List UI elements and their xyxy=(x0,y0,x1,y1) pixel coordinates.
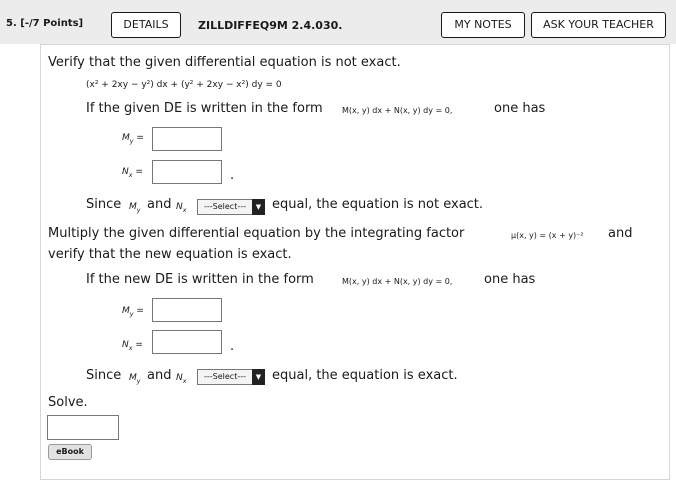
intro-text: Verify that the given differential equation is not exact. xyxy=(48,55,401,70)
select-value: ---Select--- xyxy=(204,372,246,381)
my-notes-button[interactable]: MY NOTES xyxy=(441,12,525,38)
given-equation: (x² + 2xy − y²) dx + (y² + 2xy − x²) dy = 0 xyxy=(86,80,282,90)
and-text: and xyxy=(147,197,172,212)
equality-select-2[interactable] xyxy=(197,369,265,385)
my-ref-2: $M_y$ xyxy=(129,373,141,385)
verify-text: verify that the new equation is exact. xyxy=(48,247,292,262)
ebook-button[interactable]: eBook xyxy=(48,444,92,460)
multiply-text: Multiply the given differential equation by the integrating factor xyxy=(48,226,465,241)
nx-label-2: $N_x$ = xyxy=(122,340,143,352)
not-exact-text: equal, the equation is not exact. xyxy=(272,197,484,212)
my-input[interactable] xyxy=(152,127,222,151)
equality-select-1[interactable] xyxy=(197,199,265,215)
nx-label: $N_x$ = xyxy=(122,167,143,179)
chevron-down-icon: ▼ xyxy=(252,369,265,385)
new-form-suffix: one has xyxy=(484,272,536,287)
since-text-2: Since xyxy=(86,368,122,383)
nx-ref-2: $N_x$ xyxy=(176,373,187,385)
and-text-3: and xyxy=(147,368,172,383)
nx-input[interactable] xyxy=(152,160,222,184)
new-form-math: M(x, y) dx + N(x, y) dy = 0, xyxy=(342,277,453,286)
details-button[interactable]: DETAILS xyxy=(111,12,181,38)
integrating-factor: μ(x, y) = (x + y)⁻² xyxy=(511,231,584,240)
period-2: . xyxy=(230,339,235,354)
chevron-down-icon: ▼ xyxy=(252,199,265,215)
form-math: M(x, y) dx + N(x, y) dy = 0, xyxy=(342,106,453,115)
question-code: ZILLDIFFEQ9M 2.4.030. xyxy=(198,19,343,32)
question-header xyxy=(0,0,676,44)
exact-text: equal, the equation is exact. xyxy=(272,368,458,383)
ask-your-teacher-button[interactable]: ASK YOUR TEACHER xyxy=(531,12,666,38)
solve-input[interactable] xyxy=(47,415,119,440)
my-ref: $M_y$ xyxy=(129,202,141,214)
question-number: 5. [-/7 Points] xyxy=(6,18,84,29)
form-prefix: If the given DE is written in the form xyxy=(86,101,323,116)
form-suffix: one has xyxy=(494,101,546,116)
since-text: Since xyxy=(86,197,122,212)
nx-input-2[interactable] xyxy=(152,330,222,354)
solve-label: Solve. xyxy=(48,395,88,410)
nx-ref: $N_x$ xyxy=(176,202,187,214)
my-input-2[interactable] xyxy=(152,298,222,322)
my-label-2: $M_y$ = xyxy=(122,306,144,318)
select-value: ---Select--- xyxy=(204,202,246,211)
and-text-2: and xyxy=(608,226,633,241)
new-form-prefix: If the new DE is written in the form xyxy=(86,272,314,287)
my-label: $M_y$ = xyxy=(122,133,144,145)
period: . xyxy=(230,168,235,183)
